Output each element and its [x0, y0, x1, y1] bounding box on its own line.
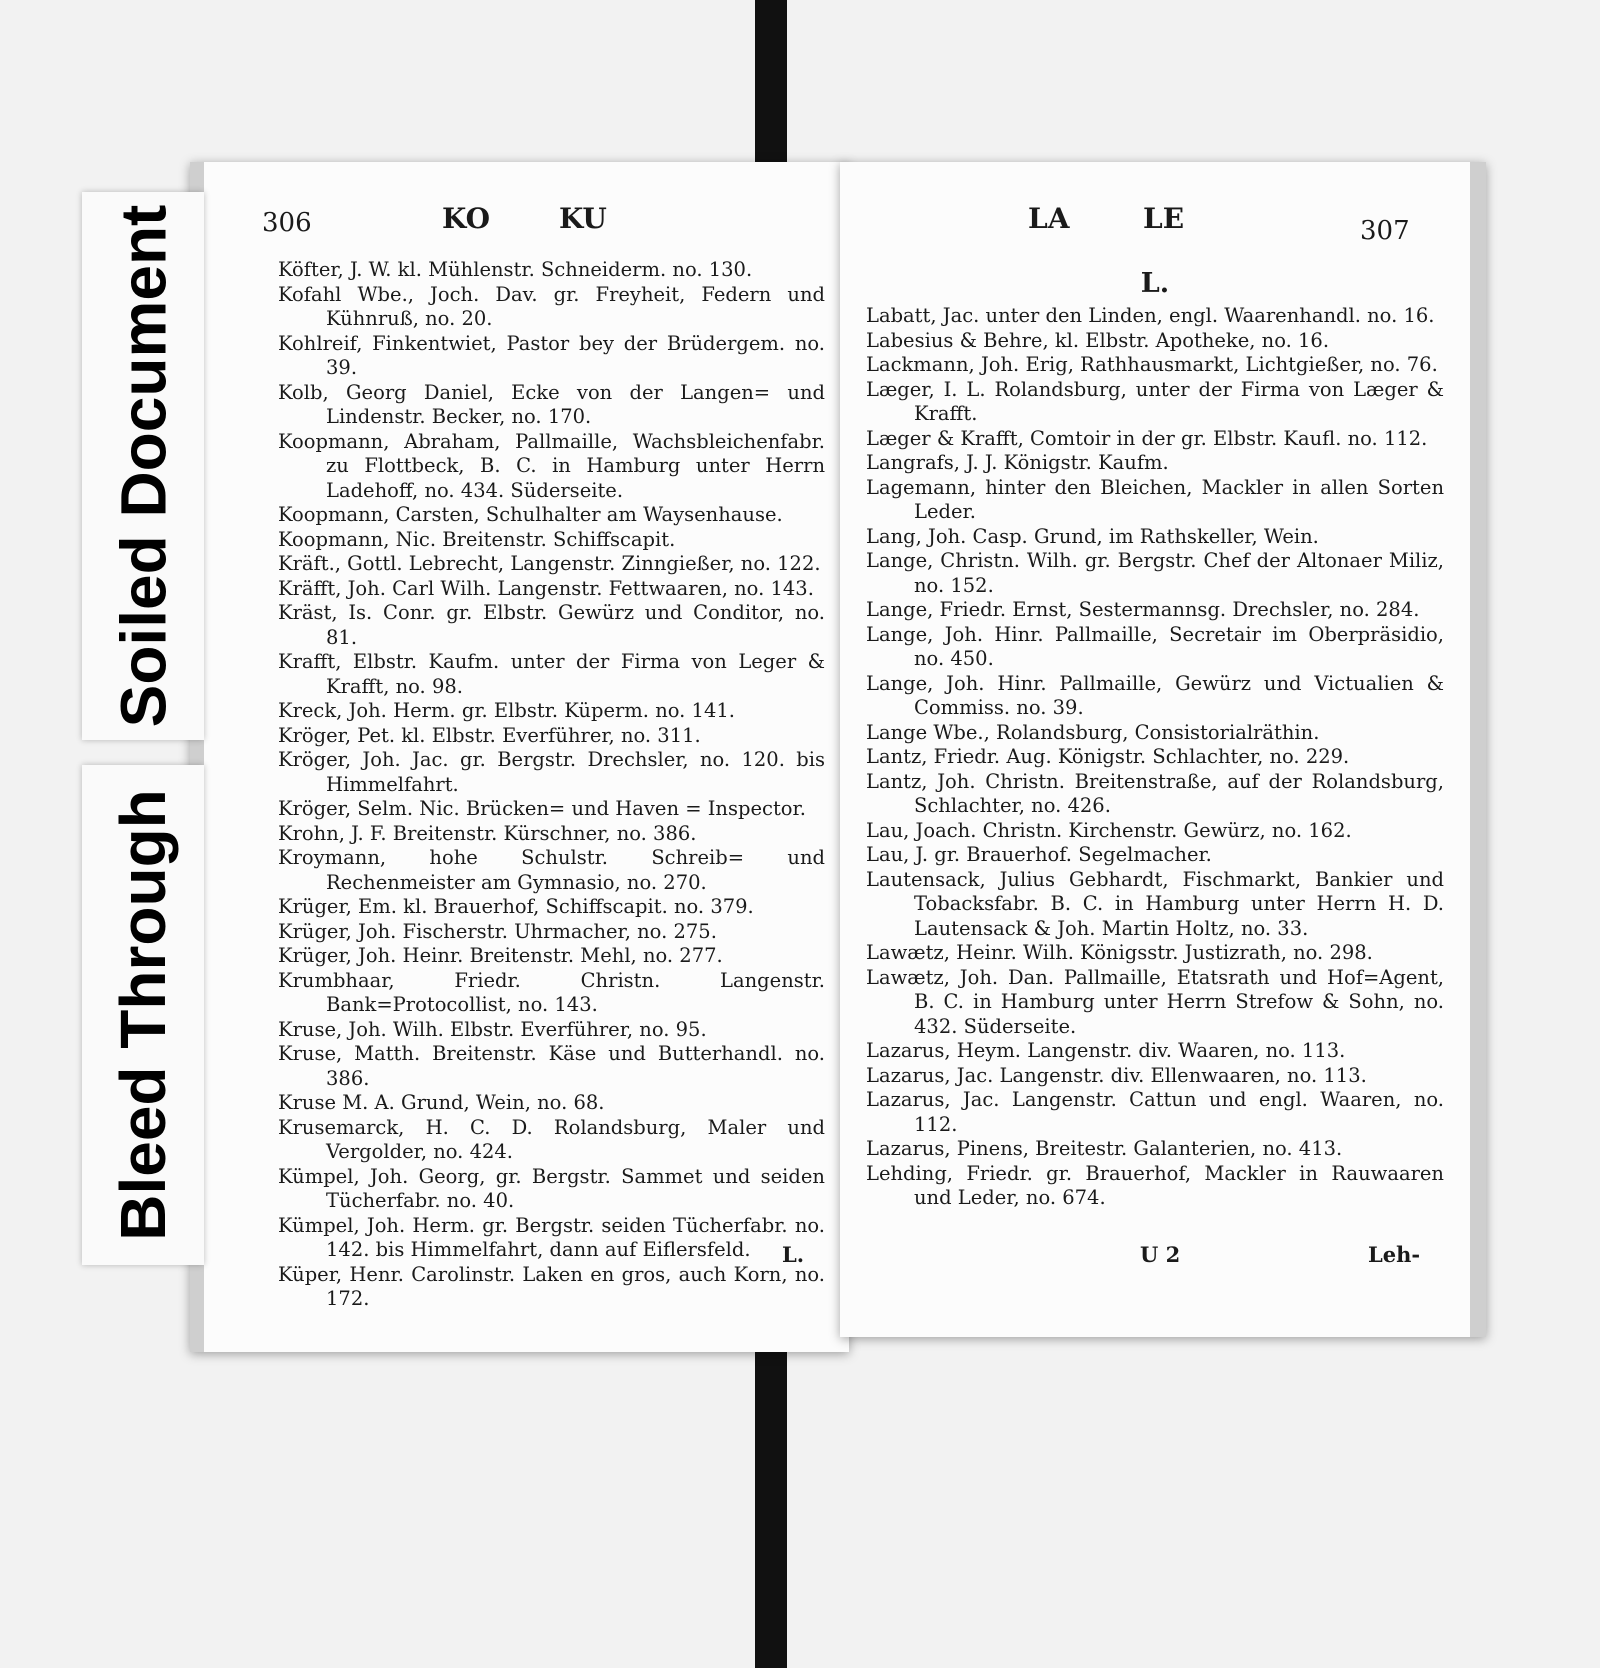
right-page-header — [840, 202, 1470, 246]
directory-entry: Langrafs, J. J. Königstr. Kaufm. — [866, 451, 1169, 474]
directory-entry: Küper, Henr. Carolinstr. Laken en gros, auch Korn, no. 172. — [278, 1262, 825, 1310]
directory-entry: Kofahl Wbe., Joch. Dav. gr. Freyheit, Federn und Kühnruß, no. 20. — [278, 282, 825, 330]
directory-entry: Lange, Joh. Hinr. Pallmaille, Secretair im Oberpräsidio, no. 450. — [866, 622, 1444, 670]
directory-entry: Koopmann, Carsten, Schulhalter am Waysenhause. — [278, 503, 783, 526]
catchword: Leh- — [1368, 1242, 1421, 1267]
directory-entry: Lagemann, hinter den Bleichen, Mackler in allen Sorten Leder. — [866, 475, 1444, 523]
directory-entry: Krafft, Elbstr. Kaufm. unter der Firma von Leger & Krafft, no. 98. — [278, 650, 825, 698]
directory-entry: Krohn, J. F. Breitenstr. Kürschner, no. 386. — [278, 821, 697, 845]
left-page-header — [204, 202, 849, 242]
directory-entry: Kruse, Joh. Wilh. Elbstr. Everführer, no. 95. — [278, 1017, 707, 1041]
soiled-document-label — [82, 192, 204, 740]
directory-entry: Lazarus, Heym. Langenstr. div. Waaren, no. 113. — [866, 1039, 1346, 1062]
catchword: L. — [782, 1242, 805, 1267]
directory-entry: Kroymann, hohe Schulstr. Schreib= und Rechenmeister am Gymnasio, no. 270. — [278, 846, 825, 894]
right-entry-list — [866, 304, 1444, 1211]
directory-entry: Krüger, Joh. Heinr. Breitenstr. Mehl, no. 277. — [278, 944, 723, 967]
directory-entry: Kümpel, Joh. Georg, gr. Bergstr. Sammet und seiden Tücherfabr. no. 40. — [278, 1164, 825, 1212]
directory-entry: Kräst, Is. Conr. gr. Elbstr. Gewürz und Conditor, no. 81. — [278, 601, 825, 649]
directory-entry: Krusemarck, H. C. D. Rolandsburg, Maler und Vergolder, no. 424. — [278, 1115, 825, 1163]
directory-entry: Kreck, Joh. Herm. gr. Elbstr. Küperm. no. 141. — [278, 699, 735, 722]
right-page — [840, 162, 1486, 1337]
directory-entry: Koopmann, Abraham, Pallmaille, Wachsbleichenfabr. zu Flottbeck, B. C. in Hamburg unter Herrn Ladehoff, no. 434. Süderseite. — [278, 429, 825, 502]
running-head-last: KU — [559, 202, 607, 235]
directory-entry: Lange, Christn. Wilh. gr. Bergstr. Chef der Altonaer Miliz, no. 152. — [866, 549, 1444, 597]
directory-entry: Kohlreif, Finkentwiet, Pastor bey der Brüdergem. no. 39. — [278, 331, 825, 379]
left-entry-list — [278, 258, 825, 1312]
signature-mark: U 2 — [1140, 1242, 1181, 1267]
directory-entry: Lange, Joh. Hinr. Pallmaille, Gewürz und Victualien & Commiss. no. 39. — [866, 671, 1444, 719]
directory-entry: Lawætz, Joh. Dan. Pallmaille, Etatsrath und Hof=Agent, B. C. in Hamburg unter Herrn Strefow & Sohn, no. 432. Süderseite. — [866, 965, 1444, 1038]
directory-entry: Kräfft, Joh. Carl Wilh. Langenstr. Fettwaaren, no. 143. — [278, 576, 814, 600]
directory-entry: Lazarus, Jac. Langenstr. div. Ellenwaaren, no. 113. — [866, 1063, 1367, 1087]
directory-entry: Koopmann, Nic. Breitenstr. Schiffscapit. — [278, 527, 676, 551]
directory-entry: Læger, I. L. Rolandsburg, unter der Firma von Læger & Krafft. — [866, 377, 1444, 425]
directory-entry: Kräft., Gottl. Lebrecht, Langenstr. Zinngießer, no. 122. — [278, 552, 821, 575]
directory-entry: Kümpel, Joh. Herm. gr. Bergstr. seiden Tücherfabr. no. 142. bis Himmelfahrt, dann auf Eiflersfeld. — [278, 1213, 825, 1261]
directory-entry: Lazarus, Jac. Langenstr. Cattun und engl. Waaren, no. 112. — [866, 1088, 1444, 1136]
directory-entry: Lang, Joh. Casp. Grund, im Rathskeller, Wein. — [866, 524, 1319, 548]
directory-entry: Læger & Krafft, Comtoir in der gr. Elbstr. Kaufl. no. 112. — [866, 426, 1428, 450]
running-head-first: LA — [1028, 202, 1070, 235]
directory-entry: Kolb, Georg Daniel, Ecke von der Langen= und Lindenstr. Becker, no. 170. — [278, 380, 825, 428]
directory-entry: Kruse, Matth. Breitenstr. Käse und Butterhandl. no. 386. — [278, 1042, 825, 1090]
directory-entry: Lawætz, Heinr. Wilh. Königsstr. Justizrath, no. 298. — [866, 941, 1373, 964]
directory-entry: Kruse M. A. Grund, Wein, no. 68. — [278, 1091, 605, 1114]
directory-entry: Labesius & Behre, kl. Elbstr. Apotheke, no. 16. — [866, 328, 1330, 352]
directory-entry: Lantz, Friedr. Aug. Königstr. Schlachter, no. 229. — [866, 745, 1350, 768]
directory-entry: Lange, Friedr. Ernst, Sestermannsg. Drechsler, no. 284. — [866, 598, 1420, 621]
directory-entry: Lazarus, Pinens, Breitestr. Galanterien, no. 413. — [866, 1137, 1343, 1160]
running-head-last: LE — [1143, 202, 1185, 235]
directory-entry: Lange Wbe., Rolandsburg, Consistorialräthin. — [866, 720, 1320, 744]
page-number: 307 — [1360, 216, 1410, 246]
directory-entry: Krüger, Joh. Fischerstr. Uhrmacher, no. 275. — [278, 919, 717, 943]
directory-entry: Kröger, Selm. Nic. Brücken= und Haven = Inspector. — [278, 797, 806, 820]
section-letter: L. — [1140, 268, 1170, 299]
directory-entry: Köfter, J. W. kl. Mühlenstr. Schneiderm. no. 130. — [278, 258, 753, 281]
directory-entry: Kröger, Joh. Jac. gr. Bergstr. Drechsler, no. 120. bis Himmelfahrt. — [278, 748, 825, 796]
directory-entry: Lautensack, Julius Gebhardt, Fischmarkt, Bankier und Tobacksfabr. B. C. in Hamburg unter Herrn H. D. Lautensack & Joh. Martin Holtz, no. 33. — [866, 867, 1444, 940]
bleed-through-label — [82, 765, 204, 1265]
directory-entry: Krüger, Em. kl. Brauerhof, Schiffscapit. no. 379. — [278, 895, 754, 918]
directory-entry: Lantz, Joh. Christn. Breitenstraße, auf der Rolandsburg, Schlachter, no. 426. — [866, 769, 1444, 817]
running-head-first: KO — [442, 202, 490, 235]
page-number: 306 — [262, 208, 312, 238]
left-page — [190, 162, 849, 1352]
directory-entry: Lehding, Friedr. gr. Brauerhof, Mackler in Rauwaaren und Leder, no. 674. — [866, 1161, 1444, 1209]
bleed-through-text: Bleed Through — [107, 789, 179, 1241]
directory-entry: Labatt, Jac. unter den Linden, engl. Waarenhandl. no. 16. — [866, 304, 1435, 327]
directory-entry: Krumbhaar, Friedr. Christn. Langenstr. Bank=Protocollist, no. 143. — [278, 968, 825, 1016]
soiled-document-text: Soiled Document — [107, 204, 179, 728]
directory-entry: Lau, Joach. Christn. Kirchenstr. Gewürz, no. 162. — [866, 818, 1352, 842]
directory-entry: Lackmann, Joh. Erig, Rathhausmarkt, Lichtgießer, no. 76. — [866, 353, 1438, 376]
directory-entry: Lau, J. gr. Brauerhof. Segelmacher. — [866, 843, 1212, 866]
directory-entry: Kröger, Pet. kl. Elbstr. Everführer, no. 311. — [278, 723, 701, 747]
